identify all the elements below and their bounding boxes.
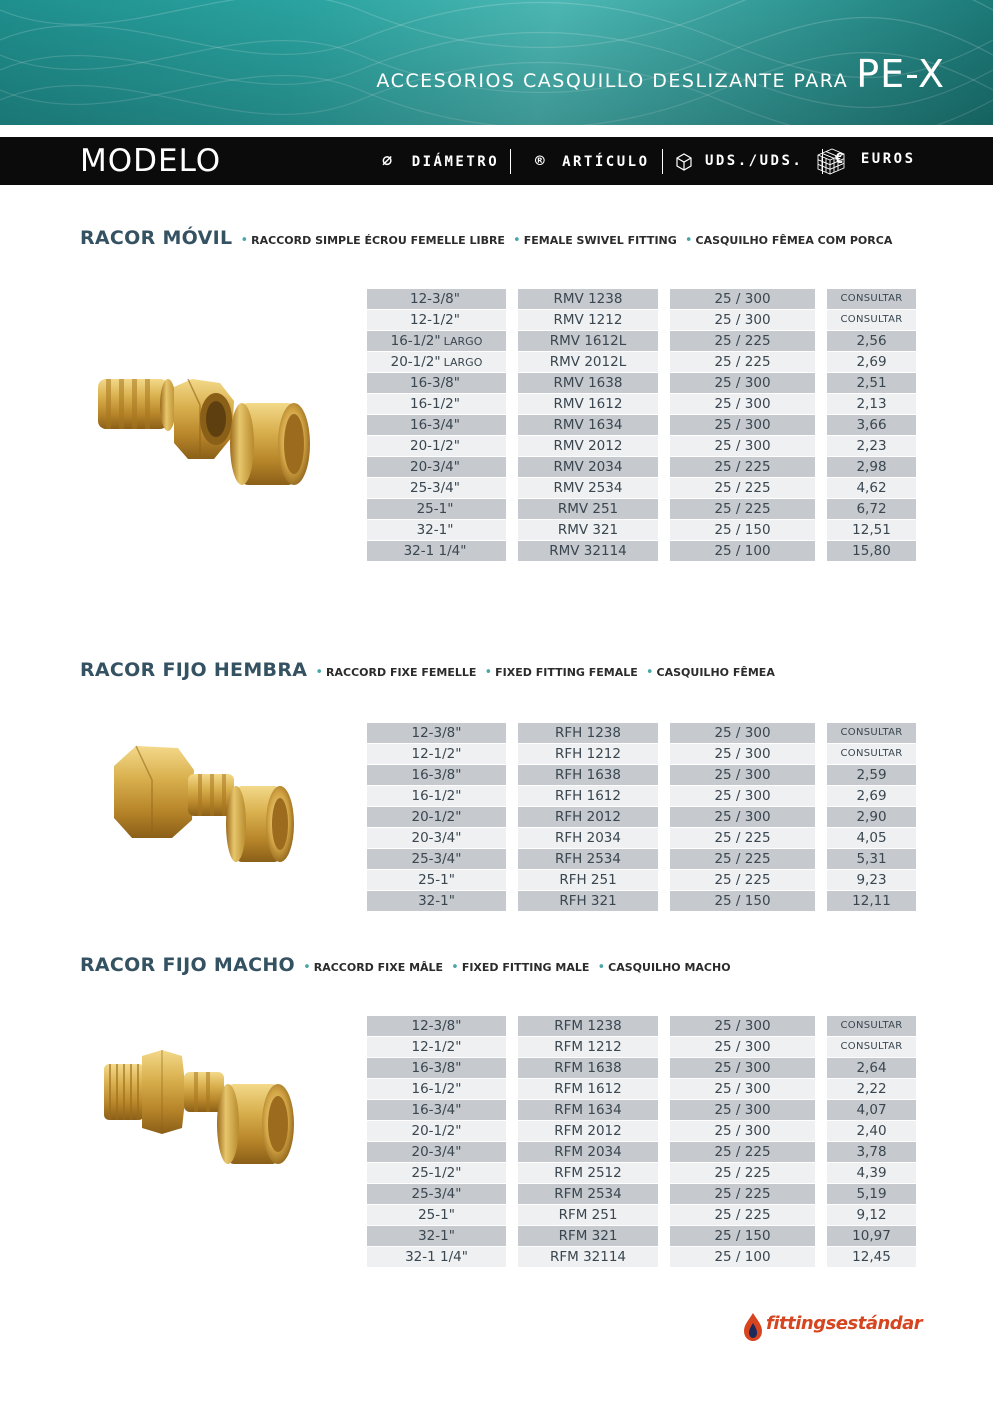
units-label: UDS./UDS. bbox=[704, 153, 804, 169]
table-cell-diameter: 16-1/2" bbox=[367, 786, 506, 807]
table-cell-diameter: 32-1" bbox=[367, 1226, 506, 1247]
table-cell-units: 25 / 300 bbox=[670, 744, 815, 765]
table-cell-units: 25 / 300 bbox=[670, 394, 815, 415]
table-cell-diameter: 20-3/4" bbox=[367, 828, 506, 849]
table-cell-units: 25 / 300 bbox=[670, 310, 815, 331]
table-cell-diameter: 32-1 1/4" bbox=[367, 541, 506, 562]
units-column bbox=[670, 289, 815, 562]
table-cell-code: RFH 321 bbox=[518, 891, 658, 912]
table-cell-units: 25 / 225 bbox=[670, 870, 815, 891]
header-divider bbox=[510, 149, 511, 174]
table-cell-code: RFH 1212 bbox=[518, 744, 658, 765]
table-cell-units: 25 / 300 bbox=[670, 373, 815, 394]
bullet-separator: • bbox=[451, 960, 459, 975]
bullet-separator: • bbox=[240, 233, 249, 248]
table-cell-units: 25 / 225 bbox=[670, 352, 815, 373]
table-cell-code: RMV 32114 bbox=[518, 541, 658, 562]
table-cell-code: RFH 251 bbox=[518, 870, 658, 891]
bullet-separator: • bbox=[684, 233, 693, 248]
table-cell-price: 2,90 bbox=[827, 807, 916, 828]
table-cell-code: RFM 2534 bbox=[518, 1184, 658, 1205]
units-header bbox=[674, 146, 846, 176]
banner-title-big: PE-X bbox=[856, 52, 945, 96]
table-cell-units: 25 / 225 bbox=[670, 849, 815, 870]
bullet-separator: • bbox=[303, 960, 311, 975]
table-cell-code: RMV 1638 bbox=[518, 373, 658, 394]
table-cell-code: RFM 32114 bbox=[518, 1247, 658, 1268]
table-cell-units: 25 / 300 bbox=[670, 1016, 815, 1037]
model-label: MODELO bbox=[80, 143, 222, 179]
table-cell-diameter: 12-3/8" bbox=[367, 1016, 506, 1037]
product-image-racor-fijo-macho bbox=[100, 1042, 306, 1174]
table-cell-diameter: 25-3/4" bbox=[367, 478, 506, 499]
table-cell-units: 25 / 150 bbox=[670, 520, 815, 541]
table-cell-units: 25 / 300 bbox=[670, 723, 815, 744]
table-cell-units: 25 / 225 bbox=[670, 478, 815, 499]
header-divider bbox=[822, 149, 823, 174]
table-cell-price: 3,66 bbox=[827, 415, 916, 436]
brand-logo bbox=[742, 1310, 922, 1344]
table-cell-price: 5,31 bbox=[827, 849, 916, 870]
table-cell-price: CONSULTAR bbox=[827, 1037, 916, 1058]
table-cell-price: CONSULTAR bbox=[827, 289, 916, 310]
table-cell-price: 9,23 bbox=[827, 870, 916, 891]
table-cell-diameter: 25-1" bbox=[367, 499, 506, 520]
table-cell-diameter: 12-1/2" bbox=[367, 1037, 506, 1058]
table-cell-units: 25 / 300 bbox=[670, 807, 815, 828]
table-cell-units: 25 / 150 bbox=[670, 1226, 815, 1247]
table-cell-price: 2,40 bbox=[827, 1121, 916, 1142]
table-cell-units: 25 / 225 bbox=[670, 1163, 815, 1184]
price-column bbox=[827, 289, 916, 562]
table-cell-price: 9,12 bbox=[827, 1205, 916, 1226]
table-cell-price: CONSULTAR bbox=[827, 723, 916, 744]
article-column bbox=[518, 723, 658, 912]
table-cell-code: RFM 321 bbox=[518, 1226, 658, 1247]
box-icon bbox=[674, 151, 694, 171]
table-cell-code: RMV 321 bbox=[518, 520, 658, 541]
banner-title bbox=[376, 52, 945, 96]
top-banner bbox=[0, 0, 993, 125]
table-cell-diameter: 12-3/8" bbox=[367, 289, 506, 310]
table-cell-code: RFH 1612 bbox=[518, 786, 658, 807]
table-cell-diameter: 25-3/4" bbox=[367, 849, 506, 870]
bullet-separator: • bbox=[484, 665, 493, 680]
section-subtitle: CASQUILHO FÊMEA bbox=[656, 666, 775, 679]
table-cell-price: 10,97 bbox=[827, 1226, 916, 1247]
table-cell-units: 25 / 100 bbox=[670, 541, 815, 562]
table-cell-units: 25 / 300 bbox=[670, 415, 815, 436]
table-cell-code: RMV 2012 bbox=[518, 436, 658, 457]
column-header-bar bbox=[0, 137, 993, 185]
table-cell-price: 3,78 bbox=[827, 1142, 916, 1163]
table-cell-units: 25 / 100 bbox=[670, 1247, 815, 1268]
table-cell-diameter: 16-3/4" bbox=[367, 415, 506, 436]
table-cell-diameter: 16-1/2" LARGO bbox=[367, 331, 506, 352]
table-cell-diameter: 16-3/4" bbox=[367, 1100, 506, 1121]
table-cell-price: 2,59 bbox=[827, 765, 916, 786]
table-cell-diameter: 20-1/2" LARGO bbox=[367, 352, 506, 373]
table-cell-code: RFH 1638 bbox=[518, 765, 658, 786]
table-cell-price: 2,64 bbox=[827, 1058, 916, 1079]
table-cell-diameter: 25-1/2" bbox=[367, 1163, 506, 1184]
diameter-icon: ⌀ bbox=[382, 151, 395, 171]
section-title-racor-fijo-macho bbox=[80, 954, 731, 976]
table-cell-diameter: 12-3/8" bbox=[367, 723, 506, 744]
table-cell-units: 25 / 300 bbox=[670, 436, 815, 457]
table-cell-diameter: 12-1/2" bbox=[367, 310, 506, 331]
table-cell-price: 2,69 bbox=[827, 786, 916, 807]
table-cell-units: 25 / 300 bbox=[670, 1079, 815, 1100]
registered-icon: ® bbox=[535, 151, 548, 170]
price-column bbox=[827, 723, 916, 912]
table-cell-units: 25 / 225 bbox=[670, 331, 815, 352]
product-image-racor-fijo-hembra bbox=[108, 740, 300, 870]
table-cell-units: 25 / 225 bbox=[670, 457, 815, 478]
section-subtitle: CASQUILHO MACHO bbox=[608, 961, 731, 974]
table-cell-code: RFM 1212 bbox=[518, 1037, 658, 1058]
table-cell-diameter: 32-1 1/4" bbox=[367, 1247, 506, 1268]
table-cell-code: RMV 1612L bbox=[518, 331, 658, 352]
table-cell-units: 25 / 300 bbox=[670, 1121, 815, 1142]
section-subtitle: CASQUILHO FÊMEA COM PORCA bbox=[695, 234, 893, 247]
bullet-separator: • bbox=[513, 233, 521, 248]
table-cell-price: 4,05 bbox=[827, 828, 916, 849]
table-cell-diameter: 25-1" bbox=[367, 870, 506, 891]
units-column bbox=[670, 1016, 815, 1268]
banner-title-small: ACCESORIOS CASQUILLO DESLIZANTE PARA bbox=[376, 70, 849, 92]
table-cell-price: 12,51 bbox=[827, 520, 916, 541]
table-cell-price: 2,22 bbox=[827, 1079, 916, 1100]
article-label: ARTÍCULO bbox=[562, 154, 650, 170]
table-cell-code: RFM 1634 bbox=[518, 1100, 658, 1121]
diameter-label: DIÁMETRO bbox=[411, 154, 500, 170]
table-cell-units: 25 / 300 bbox=[670, 765, 815, 786]
table-cell-units: 25 / 225 bbox=[670, 1205, 815, 1226]
section-heading: RACOR MÓVIL bbox=[80, 227, 233, 249]
article-column bbox=[518, 289, 658, 562]
table-cell-diameter: 32-1" bbox=[367, 891, 506, 912]
section-subtitle: RACCORD FIXE FEMELLE bbox=[326, 666, 477, 679]
table-cell-code: RMV 2534 bbox=[518, 478, 658, 499]
table-cell-units: 25 / 225 bbox=[670, 499, 815, 520]
table-cell-price: 12,11 bbox=[827, 891, 916, 912]
flame-drop-icon bbox=[742, 1312, 764, 1342]
section-subtitle: FIXED FITTING MALE bbox=[461, 961, 590, 974]
table-cell-code: RFH 2034 bbox=[518, 828, 658, 849]
section-title-racor-fijo-hembra bbox=[80, 659, 775, 681]
logo-text: fittingsestándar bbox=[766, 1313, 923, 1334]
table-cell-code: RFM 1638 bbox=[518, 1058, 658, 1079]
euros-label: EUROS bbox=[860, 151, 916, 167]
table-cell-code: RFM 1238 bbox=[518, 1016, 658, 1037]
section-subtitle: FIXED FITTING FEMALE bbox=[495, 666, 638, 679]
table-cell-diameter: 25-3/4" bbox=[367, 1184, 506, 1205]
table-cell-units: 25 / 225 bbox=[670, 828, 815, 849]
table-cell-price: 2,13 bbox=[827, 394, 916, 415]
table-cell-code: RFH 2534 bbox=[518, 849, 658, 870]
table-cell-diameter: 16-1/2" bbox=[367, 1079, 506, 1100]
table-cell-code: RFM 2034 bbox=[518, 1142, 658, 1163]
euro-icon: € bbox=[835, 151, 846, 167]
table-cell-diameter: 25-1" bbox=[367, 1205, 506, 1226]
table-cell-diameter: 16-1/2" bbox=[367, 394, 506, 415]
table-cell-units: 25 / 225 bbox=[670, 1142, 815, 1163]
table-cell-diameter: 16-3/8" bbox=[367, 765, 506, 786]
bullet-separator: • bbox=[597, 960, 606, 975]
table-cell-diameter: 20-1/2" bbox=[367, 436, 506, 457]
table-cell-code: RFM 2512 bbox=[518, 1163, 658, 1184]
table-cell-code: RFM 1612 bbox=[518, 1079, 658, 1100]
table-cell-price: 2,23 bbox=[827, 436, 916, 457]
table-cell-diameter: 20-1/2" bbox=[367, 807, 506, 828]
section-subtitle: FEMALE SWIVEL FITTING bbox=[523, 234, 677, 247]
table-cell-diameter: 16-3/8" bbox=[367, 1058, 506, 1079]
table-cell-units: 25 / 300 bbox=[670, 1058, 815, 1079]
table-cell-code: RMV 2034 bbox=[518, 457, 658, 478]
section-heading: RACOR FIJO HEMBRA bbox=[80, 659, 308, 681]
table-cell-code: RFM 2012 bbox=[518, 1121, 658, 1142]
section-title-racor-movil bbox=[80, 227, 892, 249]
table-cell-diameter: 16-3/8" bbox=[367, 373, 506, 394]
table-cell-units: 25 / 300 bbox=[670, 1100, 815, 1121]
table-cell-code: RMV 2012L bbox=[518, 352, 658, 373]
article-column bbox=[518, 1016, 658, 1268]
table-cell-price: 12,45 bbox=[827, 1247, 916, 1268]
section-heading: RACOR FIJO MACHO bbox=[80, 954, 295, 976]
table-cell-price: 2,51 bbox=[827, 373, 916, 394]
table-cell-units: 25 / 225 bbox=[670, 1184, 815, 1205]
table-cell-code: RFM 251 bbox=[518, 1205, 658, 1226]
table-cell-code: RMV 1212 bbox=[518, 310, 658, 331]
table-cell-units: 25 / 150 bbox=[670, 891, 815, 912]
diameter-column bbox=[367, 723, 506, 912]
table-cell-price: 4,62 bbox=[827, 478, 916, 499]
table-cell-diameter: 20-1/2" bbox=[367, 1121, 506, 1142]
table-cell-price: 4,39 bbox=[827, 1163, 916, 1184]
table-cell-price: 5,19 bbox=[827, 1184, 916, 1205]
table-cell-code: RMV 1634 bbox=[518, 415, 658, 436]
table-cell-diameter: 12-1/2" bbox=[367, 744, 506, 765]
section-subtitle: RACCORD FIXE MÂLE bbox=[313, 961, 444, 974]
header-divider bbox=[662, 149, 663, 174]
table-cell-price: CONSULTAR bbox=[827, 1016, 916, 1037]
table-cell-diameter: 20-3/4" bbox=[367, 457, 506, 478]
table-cell-code: RMV 1612 bbox=[518, 394, 658, 415]
diameter-column bbox=[367, 1016, 506, 1268]
table-cell-units: 25 / 300 bbox=[670, 289, 815, 310]
table-cell-price: 2,56 bbox=[827, 331, 916, 352]
price-column bbox=[827, 1016, 916, 1268]
table-cell-units: 25 / 300 bbox=[670, 1037, 815, 1058]
section-subtitle: RACCORD SIMPLE ÉCROU FEMELLE LIBRE bbox=[251, 234, 505, 247]
euros-header bbox=[835, 151, 916, 167]
table-cell-price: 6,72 bbox=[827, 499, 916, 520]
table-cell-price: 15,80 bbox=[827, 541, 916, 562]
bullet-separator: • bbox=[315, 665, 324, 680]
diameter-header bbox=[382, 151, 499, 171]
table-cell-price: 2,69 bbox=[827, 352, 916, 373]
table-cell-code: RMV 1238 bbox=[518, 289, 658, 310]
table-cell-price: CONSULTAR bbox=[827, 310, 916, 331]
table-cell-diameter: 32-1" bbox=[367, 520, 506, 541]
table-cell-code: RFH 1238 bbox=[518, 723, 658, 744]
article-header bbox=[535, 151, 650, 170]
table-cell-code: RMV 251 bbox=[518, 499, 658, 520]
bullet-separator: • bbox=[645, 665, 654, 680]
table-cell-units: 25 / 300 bbox=[670, 786, 815, 807]
table-cell-price: 4,07 bbox=[827, 1100, 916, 1121]
units-column bbox=[670, 723, 815, 912]
table-cell-diameter: 20-3/4" bbox=[367, 1142, 506, 1163]
product-image-racor-movil bbox=[92, 365, 314, 493]
table-cell-price: CONSULTAR bbox=[827, 744, 916, 765]
diameter-column bbox=[367, 289, 506, 562]
table-cell-code: RFH 2012 bbox=[518, 807, 658, 828]
table-cell-price: 2,98 bbox=[827, 457, 916, 478]
